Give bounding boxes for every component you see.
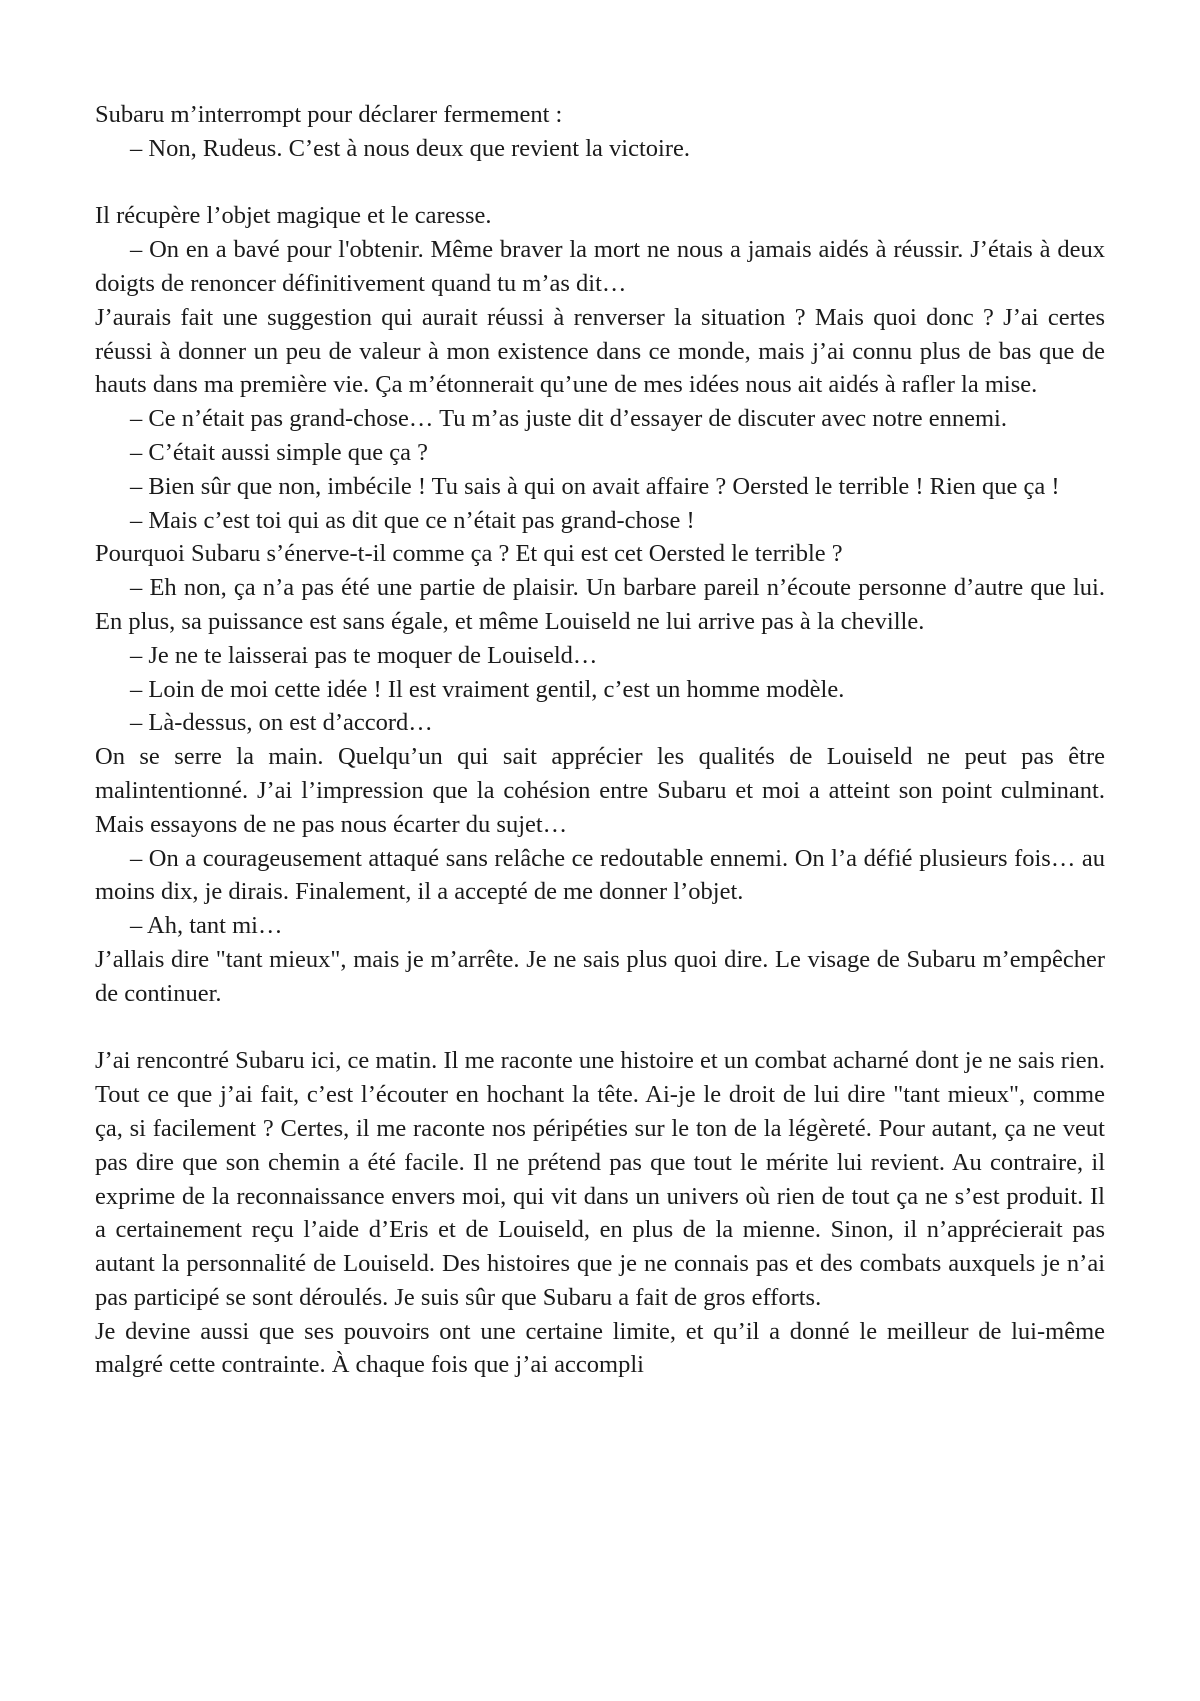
narration-paragraph: Il récupère l’objet magique et le caresse. — [95, 202, 492, 230]
dialogue-line: – Là-dessus, on est d’accord… — [130, 709, 433, 737]
narration-paragraph: J’aurais fait une suggestion qui aurait réussi à renverser la situation ? Mais quoi donc ? J’ai certes réussi à donner un peu de valeur à mon existence dans ce monde, mais j’ai connu plus de bas que de hauts dans ma première vie. Ça m’étonnerait qu’une de mes idées nous ait aidés à rafler la mise. — [95, 303, 1105, 399]
narration-paragraph: Je devine aussi que ses pouvoirs ont une certaine limite, et qu’il a donné le meilleur de lui-même malgré cette contrainte. À chaque fois que j’ai accompli — [95, 1317, 1105, 1379]
page-text — [95, 98, 1105, 1382]
narration-paragraph: J’allais dire "tant mieux", mais je m’arrête. Je ne sais plus quoi dire. Le visage de Subaru m’empêcher de continuer. — [95, 945, 1105, 1007]
dialogue-line: – Non, Rudeus. C’est à nous deux que revient la victoire. — [130, 134, 690, 162]
dialogue-line: – Ce n’était pas grand-chose… Tu m’as juste dit d’essayer de discuter avec notre ennemi. — [130, 405, 1007, 433]
narration-paragraph: On se serre la main. Quelqu’un qui sait apprécier les qualités de Louiseld ne peut pas être malintentionné. J’ai l’impression que la cohésion entre Subaru et moi a atteint son point culminant. Mais essayons de ne pas nous écarter du sujet… — [95, 743, 1105, 838]
dialogue-line: – On en a bavé pour l'obtenir. Même braver la mort ne nous a jamais aidés à réussir. J’étais à deux doigts de renoncer définitivement quand tu m’as dit… — [95, 236, 1105, 297]
narration-paragraph: Pourquoi Subaru s’énerve-t-il comme ça ? Et qui est cet Oersted le terrible ? — [95, 540, 843, 568]
narration-paragraph: J’ai rencontré Subaru ici, ce matin. Il me raconte une histoire et un combat acharné dont je ne sais rien. Tout ce que j’ai fait, c’est l’écouter en hochant la tête. Ai-je le droit de lui dire "tant mieux", comme ça, si facilement ? Certes, il me raconte nos péripéties sur le ton de la légèreté. Pour autant, ça ne veut pas dire que son chemin a été facile. Il ne prétend pas que tout le mérite lui revient. Au contraire, il exprime de la reconnaissance envers moi, qui vit dans un univers où rien de tout ça ne s’est produit. Il a certainement reçu l’aide d’Eris et de Louiseld, en plus de la mienne. Sinon, il n’apprécierait pas autant la personnalité de Louiseld. Des histoires que je ne connais pas et des combats auxquels je n’ai pas participé se sont déroulés. Je suis sûr que Subaru a fait de gros efforts. — [95, 1047, 1105, 1311]
dialogue-line: – Ah, tant mi… — [130, 912, 283, 940]
narration-paragraph: Subaru m’interrompt pour déclarer fermement : — [95, 101, 563, 128]
dialogue-line: – C’était aussi simple que ça ? — [130, 438, 428, 466]
dialogue-line: – Bien sûr que non, imbécile ! Tu sais à qui on avait affaire ? Oersted le terrible ! Rien que ça ! — [130, 472, 1060, 500]
dialogue-line: – Loin de moi cette idée ! Il est vraiment gentil, c’est un homme modèle. — [130, 675, 845, 703]
dialogue-line: – Eh non, ça n’a pas été une partie de plaisir. Un barbare pareil n’écoute personne d’autre que lui. En plus, sa puissance est sans égale, et même Louiseld ne lui arrive pas à la cheville. — [95, 574, 1105, 635]
dialogue-line: – On a courageusement attaqué sans relâche ce redoutable ennemi. On l’a défié plusieurs fois… au moins dix, je dirais. Finalement, il a accepté de me donner l’objet. — [95, 844, 1105, 906]
dialogue-line: – Je ne te laisserai pas te moquer de Louiseld… — [130, 641, 598, 669]
dialogue-line: – Mais c’est toi qui as dit que ce n’était pas grand-chose ! — [130, 506, 695, 534]
